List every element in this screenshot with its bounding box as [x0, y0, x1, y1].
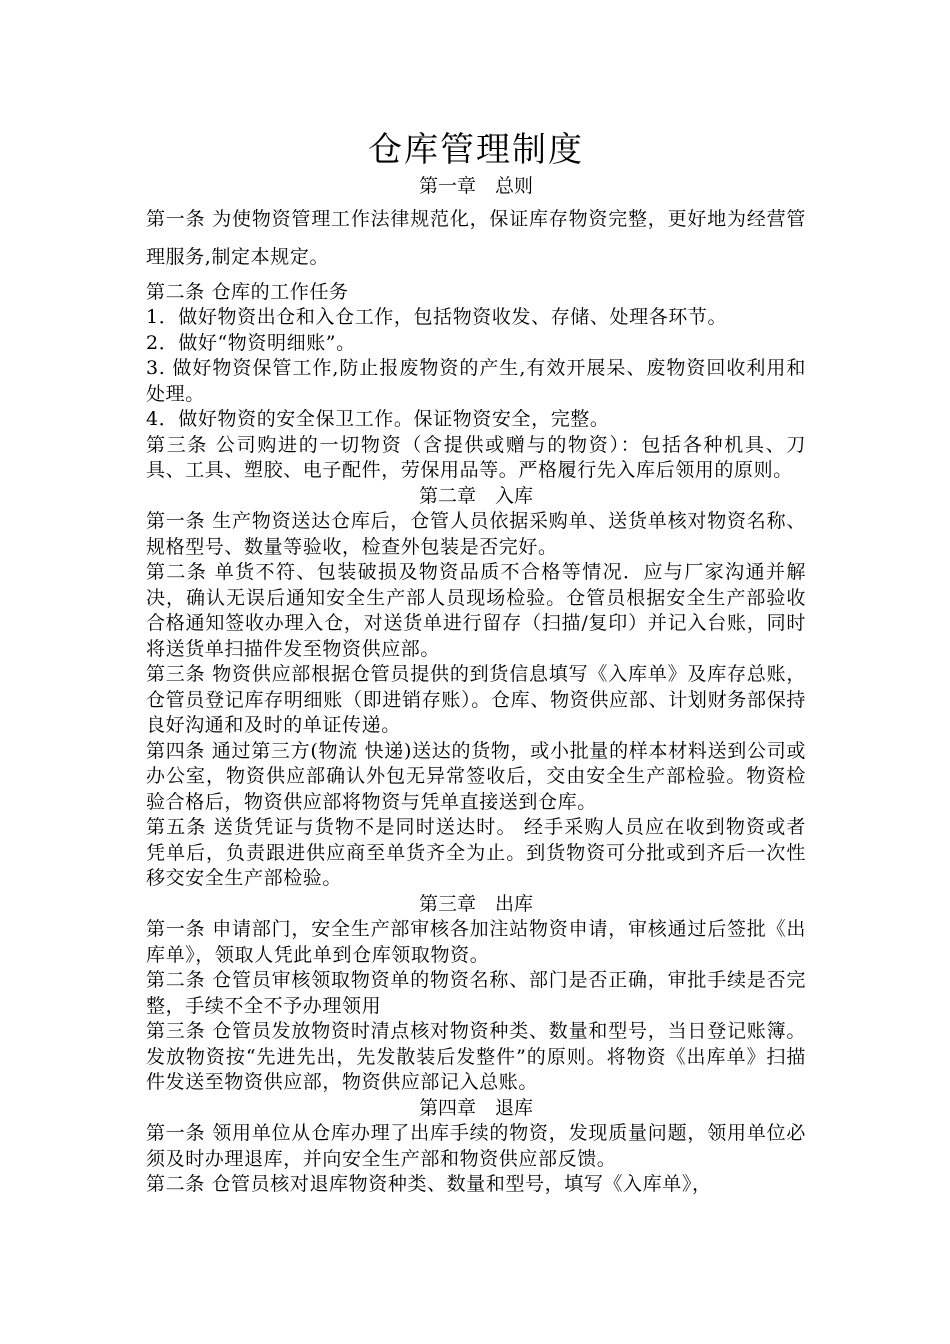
chapter-heading: 第四章 退库	[418, 1096, 533, 1119]
article-paragraph: 第二条 仓管员核对退库物资种类、数量和型号，填写《入库单》，	[146, 1173, 712, 1195]
article-paragraph: 第三条 公司购进的一切物资（含提供或赠与的物资）：包括各种机具、刀具、工具、塑胶、电子配件，劳保用品等。严格履行先入库后领用的原则。	[146, 433, 806, 481]
article-paragraph: 第一条 申请部门，安全生产部审核各加注站物资申请，审核通过后签批《出库单》，领取人凭此单到仓库领取物资。	[146, 918, 806, 966]
chapter-heading: 第二章 入库	[418, 484, 533, 507]
section-chapter-1	[146, 174, 806, 484]
article-paragraph: 第一条 生产物资送达仓库后，仓管人员依据采购单、送货单核对物资名称、规格型号、数量等验收，检查外包装是否完好。	[146, 510, 806, 558]
section-chapter-2	[146, 484, 806, 892]
section-chapter-4	[146, 1096, 806, 1198]
article-paragraph: 第一条 领用单位从仓库办理了出库手续的物资，发现质量问题，领用单位必须及时办理退库，并向安全生产部和物资供应部反馈。	[146, 1122, 806, 1170]
article-paragraph: 第一条 为使物资管理工作法律规范化，保证库存物资完整，更好地为经营管理服务,制定本规定。	[146, 207, 806, 268]
article-paragraph: 第二条 仓管员审核领取物资单的物资名称、部门是否正确，审批手续是否完整，手续不全不予办理领用	[146, 969, 806, 1017]
article-paragraph: 第三条 仓管员发放物资时清点核对物资种类、数量和型号，当日登记账簿。发放物资按“先进先出，先发散装后发整件”的原则。将物资《出库单》扫描件发送至物资供应部，物资供应部记入总账。	[146, 1020, 806, 1093]
chapter-heading: 第三章 出库	[418, 892, 533, 915]
article-paragraph: 第二条 仓库的工作任务	[146, 280, 349, 303]
document-title: 仓库管理制度	[368, 130, 584, 170]
list-item: 1．做好物资出仓和入仓工作，包括物资收发、存储、处理各环节。	[146, 306, 728, 328]
article-paragraph: 第五条 送货凭证与货物不是同时送达时。 经手采购人员应在收到物资或者凭单后，负责跟进供应商至单货齐全为止。到货物资可分批或到齐后一次性移交安全生产部检验。	[146, 816, 806, 889]
list-item: 4．做好物资的安全保卫工作。保证物资安全，完整。	[146, 408, 610, 430]
article-paragraph: 第三条 物资供应部根据仓管员提供的到货信息填写《入库单》及库存总账，仓管员登记库存明细账（即进销存账）。仓库、物资供应部、计划财务部保持良好沟通和及时的单证传递。	[146, 663, 806, 736]
document-body	[146, 128, 806, 1198]
chapter-heading: 第一章 总则	[418, 175, 533, 197]
list-item: 3. 做好物资保管工作,防止报废物资的产生,有效开展呆、废物资回收利用和处理。	[146, 357, 806, 405]
article-paragraph: 第四条 通过第三方(物流 快递)送达的货物，或小批量的样本材料送到公司或办公室，物资供应部确认外包无异常签收后，交由安全生产部检验。物资检验合格后，物资供应部将物资与凭单直接送到仓库。	[146, 739, 806, 813]
section-chapter-3	[146, 892, 806, 1096]
list-item: 2．做好“物资明细账”。	[146, 331, 356, 354]
article-paragraph: 第二条 单货不符、包装破损及物资品质不合格等情况．应与厂家沟通并解决，确认无误后通知安全生产部人员现场检验。仓管员根据安全生产部验收合格通知签收办理入仓，对送货单进行留存（扫描/复印）并记入台账，同时将送货单扫描件发至物资供应部。	[146, 561, 806, 660]
